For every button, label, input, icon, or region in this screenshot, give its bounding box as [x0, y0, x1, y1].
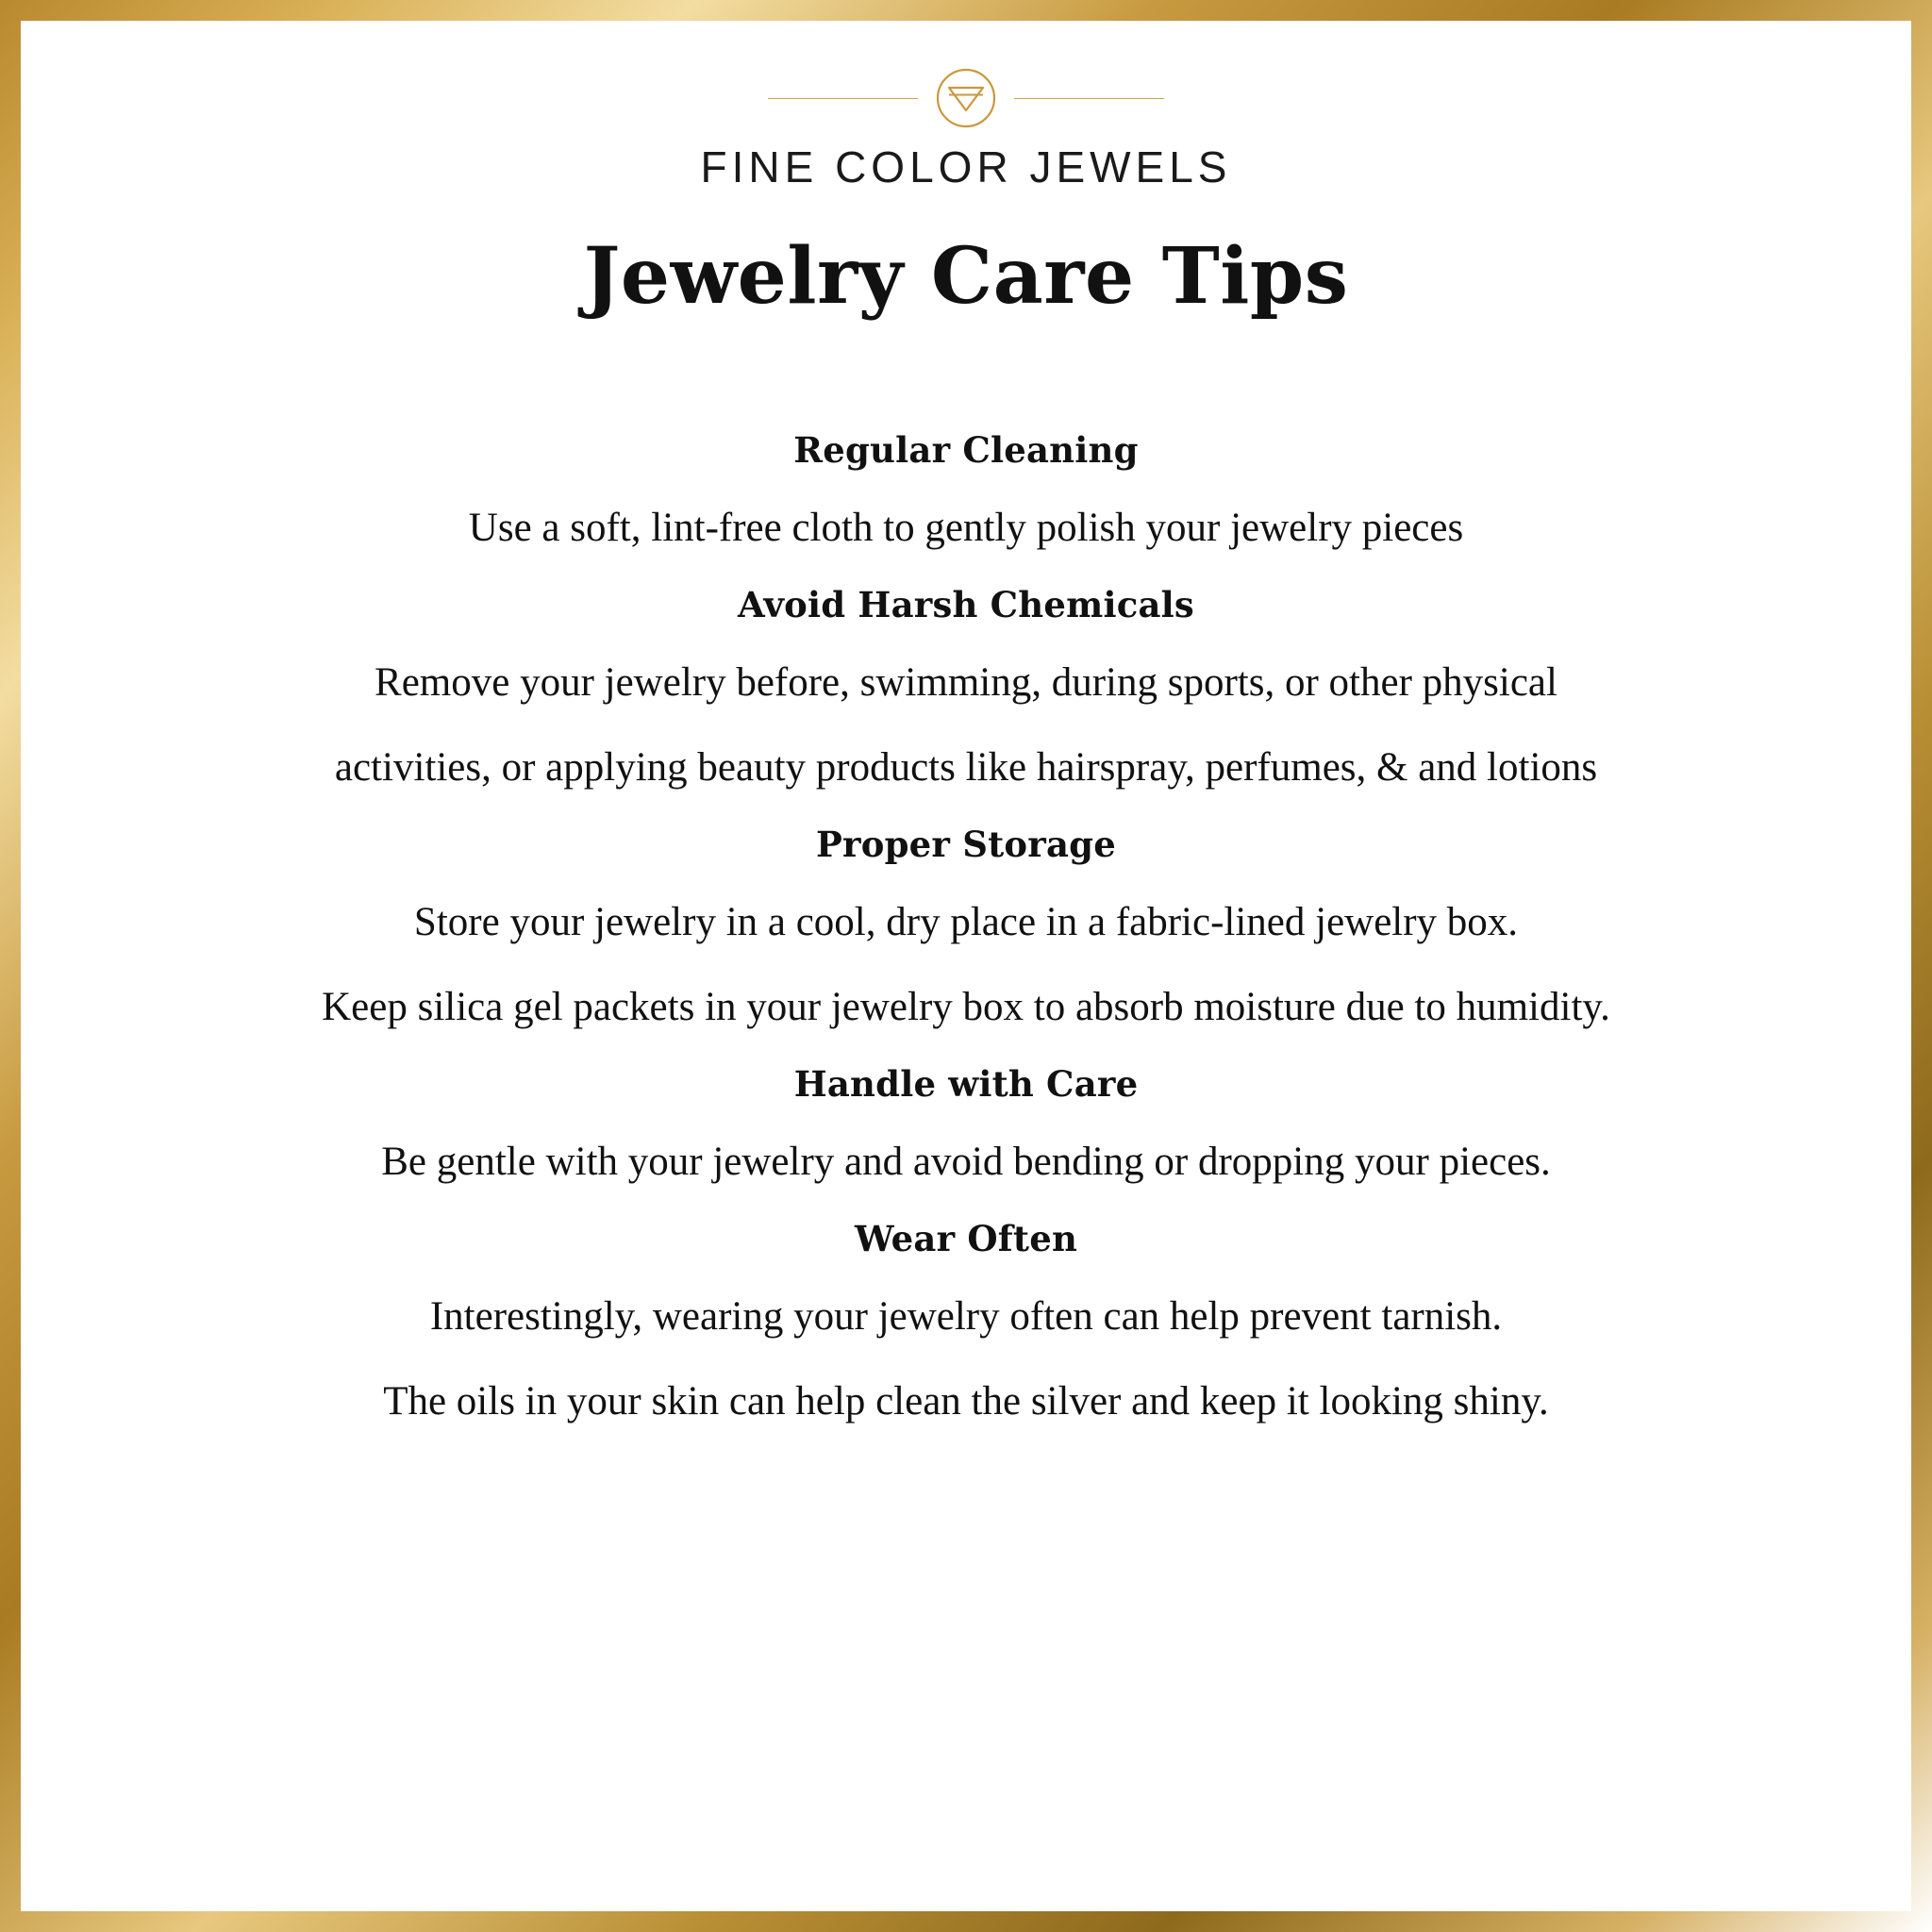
section-heading: Avoid Harsh Chemicals [738, 584, 1194, 626]
section-heading: Wear Often [854, 1218, 1078, 1260]
section-handle-with-care [117, 1035, 1815, 1190]
section-regular-cleaning [117, 401, 1815, 556]
section-line: Interestingly, wearing your jewelry often can help prevent tarnish. [429, 1294, 1503, 1340]
logo-left-rule [768, 98, 918, 99]
section-line: Remove your jewelry before, swimming, during sports, or other physical [375, 660, 1557, 706]
section-line: Keep silica gel packets in your jewelry box to absorb moisture due to humidity. [322, 985, 1610, 1030]
page-title: Jewelry Care Tips [583, 231, 1349, 322]
section-line: Be gentle with your jewelry and avoid bending or dropping your pieces. [381, 1140, 1551, 1185]
section-line: Store your jewelry in a cool, dry place in a fabric-lined jewelry box. [413, 900, 1519, 945]
section-heading: Proper Storage [816, 824, 1116, 866]
brand-logo [77, 60, 1855, 192]
logo-right-rule [1014, 98, 1164, 99]
logo-mark-row [768, 60, 1164, 136]
care-tips-content [117, 401, 1815, 1429]
section-heading: Regular Cleaning [793, 429, 1139, 472]
brand-name: FINE COLOR JEWELS [700, 142, 1232, 192]
diamond-gem-icon [933, 63, 999, 133]
section-line: activities, or applying beauty products like hairspray, perfumes, & and lotions [334, 745, 1598, 791]
section-line: Use a soft, lint-free cloth to gently polish your jewelry pieces [468, 506, 1464, 551]
section-line: The oils in your skin can help clean the silver and keep it looking shiny. [383, 1379, 1549, 1424]
section-heading: Handle with Care [793, 1063, 1139, 1106]
section-wear-often [117, 1190, 1815, 1429]
section-proper-storage [117, 795, 1815, 1035]
section-avoid-harsh-chemicals [117, 556, 1815, 795]
card-content [21, 21, 1911, 1911]
